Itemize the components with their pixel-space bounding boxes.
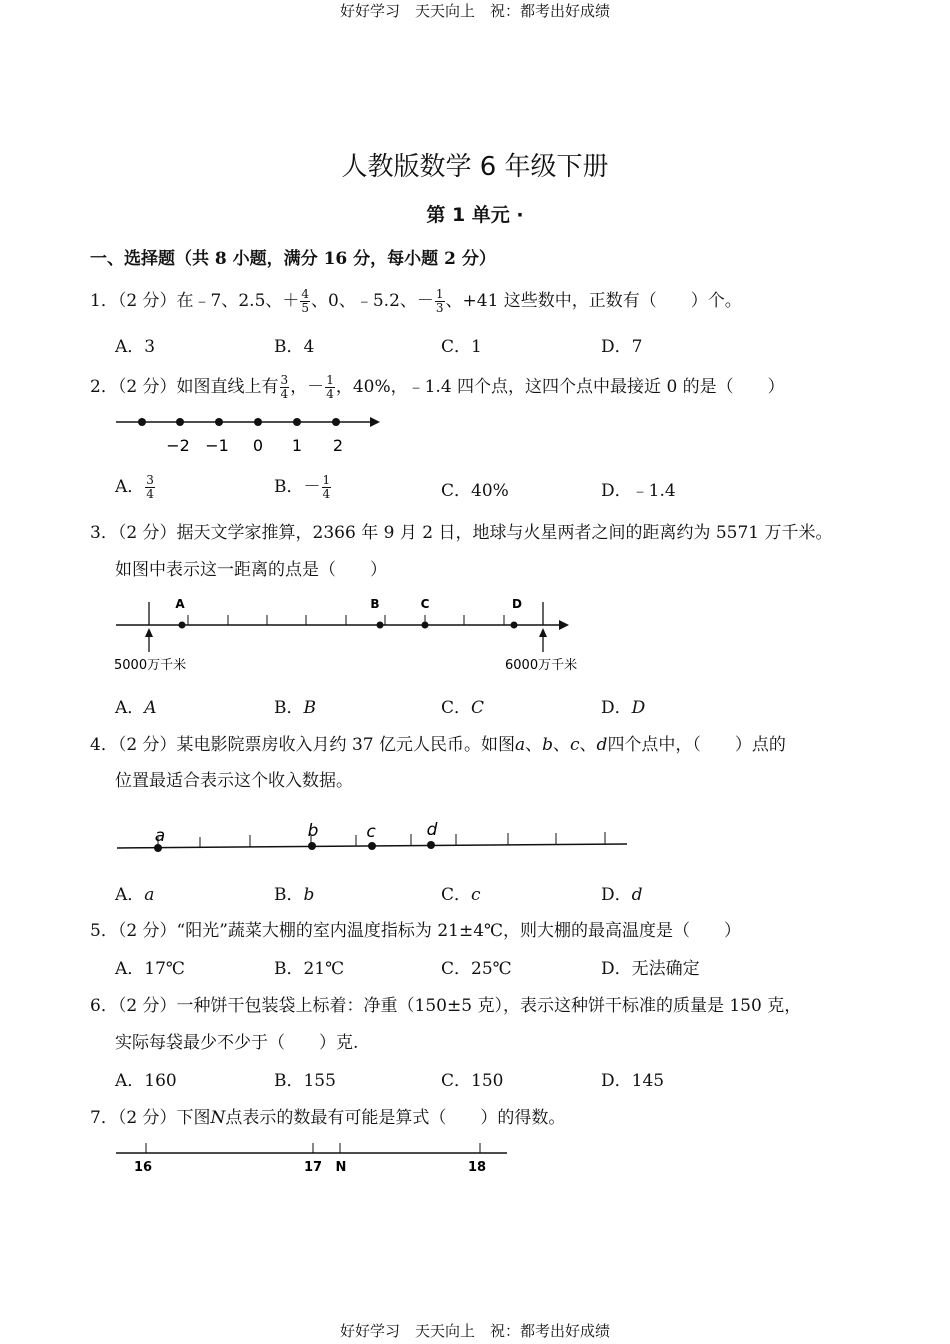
q2-dot bbox=[254, 418, 262, 426]
q1-option-c[interactable]: C．1 bbox=[441, 337, 482, 357]
question-5: 5．（2 分）“阳光”蔬菜大棚的室内温度指标为 21±4℃，则大棚的最高温度是（ ） bbox=[90, 921, 742, 941]
q6-option-b[interactable]: B．155 bbox=[274, 1071, 336, 1091]
q2-dot bbox=[215, 418, 223, 426]
question-6-line1: 6．（2 分）一种饼干包装袋上标着：净重（150±5 克），表示这种饼干标准的质量是 150 克， bbox=[90, 996, 802, 1016]
q4-option-d[interactable]: D．d bbox=[601, 885, 643, 905]
question-6-line2: 实际每袋最少不少于（ ）克. bbox=[115, 1033, 359, 1053]
q2-option-c[interactable]: C．40% bbox=[441, 481, 509, 501]
q4-option-b[interactable]: B．b bbox=[274, 885, 315, 905]
q7-label-n: N bbox=[335, 1160, 347, 1175]
q2-tick-label: 0 bbox=[252, 436, 264, 455]
question-4-line2: 位置最适合表示这个收入数据。 bbox=[115, 771, 353, 791]
q4-point-c bbox=[368, 842, 376, 850]
q5-option-d[interactable]: D．无法确定 bbox=[601, 959, 700, 979]
q4-option-c[interactable]: C．c bbox=[441, 885, 481, 905]
question-1: 1．（2 分）在﹣7、2.5、＋ $\frac{4}{5}$ 、0、﹣5.2、－ $\frac{1}{3}$ 、+41 这些数中，正数有（ ）个。 bbox=[90, 287, 742, 315]
question-3-line1: 3．（2 分）据天文学家推算，2366 年 9 月 2 日，地球与火星两者之间的距离约为 5571 万千米。 bbox=[90, 523, 833, 543]
q3-option-c[interactable]: C．C bbox=[441, 698, 485, 718]
page-header: 好好学习 天天向上 祝：都考出好成绩 bbox=[339, 2, 610, 20]
q3-option-d[interactable]: D．D bbox=[601, 698, 646, 718]
q1-option-b[interactable]: B．4 bbox=[274, 337, 315, 357]
q3-label-b: B bbox=[370, 597, 380, 611]
q4-label-d: d bbox=[426, 820, 438, 840]
q3-number-line bbox=[112, 592, 582, 677]
q2-tick-label: −1 bbox=[205, 436, 229, 455]
q5-option-b[interactable]: B．21℃ bbox=[274, 959, 345, 979]
q3-point-c bbox=[422, 622, 429, 629]
fraction-3-4: $\frac{3}{4}$ bbox=[280, 373, 289, 401]
q7-label-17: 17 bbox=[303, 1160, 323, 1175]
q6-option-d[interactable]: D．145 bbox=[601, 1071, 665, 1091]
q4-point-d bbox=[427, 841, 435, 849]
q6-option-c[interactable]: C．150 bbox=[441, 1071, 504, 1091]
q3-point-b bbox=[377, 622, 384, 629]
fraction-1-3: $\frac{1}{3}$ bbox=[435, 287, 444, 315]
q2-number-line bbox=[112, 408, 387, 458]
section-heading: 一、选择题（共 8 小题，满分 16 分，每小题 2 分） bbox=[90, 249, 496, 269]
q1-option-a[interactable]: A．3 bbox=[115, 337, 156, 357]
q4-number-line bbox=[112, 815, 632, 860]
q7-number-line bbox=[112, 1138, 512, 1178]
page-footer: 好好学习 天天向上 祝：都考出好成绩 bbox=[339, 1322, 610, 1340]
q4-label-b: b bbox=[307, 821, 319, 841]
q2-option-d[interactable]: D．﹣1.4 bbox=[601, 481, 676, 501]
q3-label-d: D bbox=[512, 597, 522, 611]
q7-label-18: 18 bbox=[467, 1160, 487, 1175]
q3-option-b[interactable]: B．B bbox=[274, 698, 316, 718]
q2-tick-label: 1 bbox=[291, 436, 303, 455]
q2-tick-label: −2 bbox=[166, 436, 190, 455]
q7-label-16: 16 bbox=[133, 1160, 153, 1175]
q2-dot bbox=[332, 418, 340, 426]
q4-label-c: c bbox=[366, 822, 376, 842]
q5-option-a[interactable]: A．17℃ bbox=[115, 959, 185, 979]
q4-option-a[interactable]: A．a bbox=[115, 885, 155, 905]
q4-label-a: a bbox=[154, 826, 166, 846]
question-3-line2: 如图中表示这一距离的点是（ ） bbox=[115, 560, 387, 580]
q3-point-a bbox=[179, 622, 186, 629]
page-title: 人教版数学 6 年级下册 bbox=[341, 152, 609, 182]
q3-option-a[interactable]: A．A bbox=[115, 698, 157, 718]
unit-subtitle: 第 1 单元 · bbox=[426, 204, 524, 226]
q2-dot bbox=[293, 418, 301, 426]
question-4-line1: 4．（2 分）某电影院票房收入月约 37 亿元人民币。如图a、b、c、d四个点中，（ ）点的 bbox=[90, 735, 786, 755]
q5-option-c[interactable]: C．25℃ bbox=[441, 959, 512, 979]
q2-tick-label: 2 bbox=[332, 436, 344, 455]
q3-label-c: C bbox=[420, 597, 430, 611]
q4-point-b bbox=[308, 842, 316, 850]
q3-left-label: 5000万千米 bbox=[114, 658, 187, 673]
q3-right-label: 6000万千米 bbox=[505, 658, 578, 673]
fraction-4-5: $\frac{4}{5}$ bbox=[301, 287, 310, 315]
q6-option-a[interactable]: A．160 bbox=[115, 1071, 177, 1091]
fraction-1-4: $\frac{1}{4}$ bbox=[326, 373, 334, 401]
question-7: 7．（2 分）下图N点表示的数最有可能是算式（ ）的得数。 bbox=[90, 1108, 566, 1128]
q2-dot bbox=[138, 418, 146, 426]
q3-point-d bbox=[511, 622, 518, 629]
q2-dot bbox=[176, 418, 184, 426]
question-2: 2．（2 分）如图直线上有 $\frac{3}{4}$ ，－ $\frac{1}{4}$ ，40%，﹣1.4 四个点，这四个点中最接近 0 的是（ ） bbox=[90, 373, 785, 401]
q2-option-a[interactable]: A． $\frac{3}{4}$ bbox=[115, 473, 154, 501]
q3-label-a: A bbox=[175, 597, 185, 611]
q1-option-d[interactable]: D．7 bbox=[601, 337, 643, 357]
q2-option-b[interactable]: B．－ $\frac{1}{4}$ bbox=[274, 473, 331, 501]
